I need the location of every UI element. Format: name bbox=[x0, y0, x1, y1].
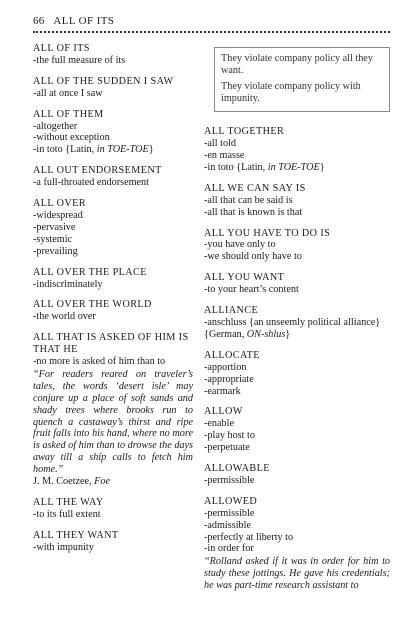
example-box bbox=[214, 47, 390, 112]
definition: -widespread bbox=[33, 209, 83, 221]
entry bbox=[204, 228, 390, 264]
entry bbox=[204, 272, 390, 296]
definition: -pervasive bbox=[33, 221, 76, 233]
definition: -perpetuate bbox=[204, 442, 250, 454]
definition: -prevailing bbox=[33, 245, 78, 257]
definition: -no more is asked of him than to bbox=[33, 356, 166, 368]
definition: -all that can be said is bbox=[204, 194, 293, 206]
entry bbox=[33, 497, 193, 521]
entry bbox=[33, 43, 193, 67]
headword: ALL THEY WANT bbox=[33, 529, 119, 541]
entry bbox=[33, 76, 193, 100]
quotation-source: J. M. Coetzee, Foe bbox=[33, 476, 110, 488]
definition: -apportion bbox=[204, 361, 247, 373]
entry bbox=[33, 198, 193, 258]
definition: -the full measure of its bbox=[33, 54, 126, 66]
definition: -appropriate bbox=[204, 373, 254, 385]
definition: -play host to bbox=[204, 430, 255, 442]
entry bbox=[204, 183, 390, 219]
definition: -permissible bbox=[204, 507, 255, 519]
example-sentence: They violate company policy all they want. bbox=[221, 53, 373, 77]
definition: -earmark bbox=[204, 385, 241, 397]
definition: -en masse bbox=[204, 150, 245, 161]
headword: ALL THE WAY bbox=[33, 497, 104, 508]
headword: ALL YOU HAVE TO DO IS bbox=[204, 227, 331, 239]
entry bbox=[33, 267, 193, 291]
definition: -all at once I saw bbox=[33, 87, 103, 99]
headword: ALLOWABLE bbox=[204, 463, 270, 475]
headword: ALL OF THE SUDDEN I SAW bbox=[33, 75, 174, 87]
headword: ALL TOGETHER bbox=[204, 126, 285, 138]
entry bbox=[33, 109, 193, 157]
definition: -anschluss {an unseemly political alliance} {German, ON-shlus} bbox=[204, 316, 381, 340]
definition: -indiscriminately bbox=[33, 278, 103, 290]
entry bbox=[204, 406, 390, 454]
definition: -all told bbox=[204, 138, 236, 150]
quotation: “For readers reared on traveler’s tales, the words ‘desert isle’ may conjure up a place of soft sands and shady trees where brooks run to quench a castaway’s thirst and ripe fruit falls into his hand, where no more is asked of him than to drowse the days away till a ship calls to fetch him home.” bbox=[33, 368, 193, 476]
example-sentence: They violate company policy with impunity. bbox=[221, 80, 361, 104]
right-column-entries bbox=[204, 126, 390, 592]
headword: ALL OVER THE WORLD bbox=[33, 299, 152, 311]
entry bbox=[204, 126, 390, 174]
headword: ALLOWED bbox=[204, 495, 258, 507]
definition: -systemic bbox=[33, 233, 73, 245]
headword: ALL THAT IS ASKED OF HIM IS THAT HE bbox=[33, 332, 189, 356]
definition: -admissible bbox=[204, 519, 251, 531]
headword: ALLOW bbox=[204, 406, 243, 418]
definition: -with impunity bbox=[33, 541, 94, 553]
quotation: “Rolland asked if it was in order for him to study these jottings. He gave his credentials; he was part-time research assistant to bbox=[204, 556, 390, 592]
headword: ALLOCATE bbox=[204, 349, 260, 361]
entry bbox=[33, 299, 193, 323]
entry bbox=[33, 530, 193, 554]
header-rule bbox=[33, 31, 390, 33]
running-head: ALL OF ITS bbox=[53, 15, 115, 27]
definition: -to your heart’s content bbox=[204, 284, 299, 296]
entry bbox=[204, 305, 390, 341]
definition: -permissible bbox=[204, 474, 255, 486]
definition: -a full-throated endorsement bbox=[33, 177, 149, 189]
definition: -perfectly at liberty to bbox=[204, 531, 294, 543]
headword: ALL WE CAN SAY IS bbox=[204, 182, 306, 194]
page-number: 66 bbox=[33, 15, 45, 27]
entry bbox=[33, 165, 193, 189]
definition: -in order for bbox=[204, 543, 254, 555]
definition: -altogether bbox=[33, 120, 78, 132]
definition: -all that is known is that bbox=[204, 206, 303, 218]
headword: ALL OVER THE PLACE bbox=[33, 266, 147, 278]
right-column bbox=[204, 43, 390, 601]
definition: -in toto {Latin, in TOE-TOE} bbox=[204, 161, 325, 173]
headword: ALL OVER bbox=[33, 198, 86, 210]
definition: -we should only have to bbox=[204, 251, 302, 263]
entry bbox=[204, 463, 390, 487]
headword: ALL YOU WANT bbox=[204, 272, 285, 284]
headword: ALLIANCE bbox=[204, 305, 259, 317]
headword: ALL OF ITS bbox=[33, 43, 90, 54]
definition: -enable bbox=[204, 418, 234, 430]
definition: -in toto {Latin, in TOE-TOE} bbox=[33, 144, 154, 156]
entry bbox=[204, 496, 390, 592]
headword: ALL OF THEM bbox=[33, 108, 104, 120]
entry bbox=[33, 332, 193, 488]
definition: -the world over bbox=[33, 311, 96, 323]
definition: -without exception bbox=[33, 132, 110, 144]
definition: -to its full extent bbox=[33, 508, 101, 520]
definition: -you have only to bbox=[204, 239, 276, 251]
page-header bbox=[33, 15, 389, 27]
entry bbox=[204, 350, 390, 398]
headword: ALL OUT ENDORSEMENT bbox=[33, 165, 162, 177]
left-column bbox=[33, 43, 193, 563]
